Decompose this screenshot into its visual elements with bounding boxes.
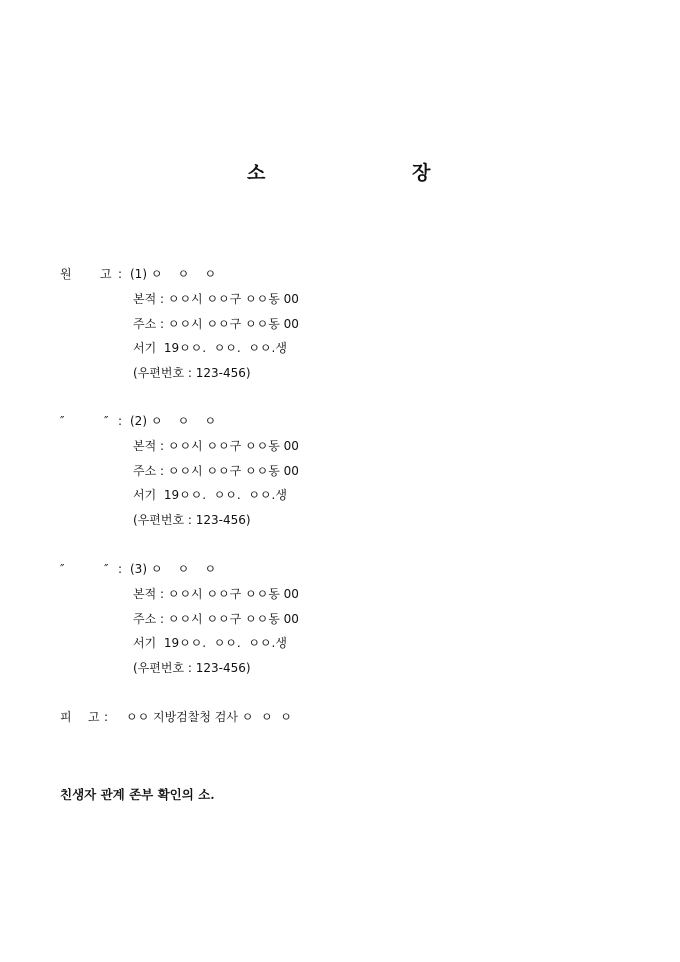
plaintiff-birth: 서기 19ㅇㅇ. ㅇㅇ. ㅇㅇ.생 <box>133 488 287 502</box>
plaintiff-colon: : <box>118 562 123 576</box>
plaintiff-label-a: ″ <box>60 414 65 428</box>
plaintiff-domicile: 본적 : ㅇㅇ시 ㅇㅇ구 ㅇㅇ동 00 <box>133 587 299 601</box>
title-char-so: 소 <box>247 162 266 184</box>
plaintiff-label-b: ″ <box>104 414 109 428</box>
plaintiff-address: 주소 : ㅇㅇ시 ㅇㅇ구 ㅇㅇ동 00 <box>133 464 299 478</box>
plaintiff-colon: : <box>118 267 123 281</box>
plaintiff-postal: (우편번호 : 123-456) <box>133 513 251 527</box>
plaintiff-address: 주소 : ㅇㅇ시 ㅇㅇ구 ㅇㅇ동 00 <box>133 317 299 331</box>
defendant-colon: : <box>104 710 109 724</box>
plaintiff-postal: (우편번호 : 123-456) <box>133 366 251 380</box>
plaintiff-address: 주소 : ㅇㅇ시 ㅇㅇ구 ㅇㅇ동 00 <box>133 612 299 626</box>
plaintiff-domicile: 본적 : ㅇㅇ시 ㅇㅇ구 ㅇㅇ동 00 <box>133 439 299 453</box>
plaintiff-name: (3) ㅇ ㅇ ㅇ <box>130 562 217 576</box>
plaintiff-name: (2) ㅇ ㅇ ㅇ <box>130 414 217 428</box>
plaintiff-label-a: ″ <box>60 562 65 576</box>
plaintiff-birth: 서기 19ㅇㅇ. ㅇㅇ. ㅇㅇ.생 <box>133 341 287 355</box>
plaintiff-domicile: 본적 : ㅇㅇ시 ㅇㅇ구 ㅇㅇ동 00 <box>133 292 299 306</box>
defendant-label-a: 피 <box>60 710 72 724</box>
document-title <box>0 158 680 182</box>
plaintiff-birth: 서기 19ㅇㅇ. ㅇㅇ. ㅇㅇ.생 <box>133 636 287 650</box>
title-char-jang: 장 <box>412 162 431 184</box>
plaintiff-label-a: 원 <box>60 267 72 281</box>
plaintiff-label-b: ″ <box>104 562 109 576</box>
plaintiff-postal: (우편번호 : 123-456) <box>133 661 251 675</box>
defendant-label-b: 고 <box>88 710 100 724</box>
plaintiff-name: (1) ㅇ ㅇ ㅇ <box>130 267 217 281</box>
plaintiff-label-b: 고 <box>100 267 112 281</box>
defendant-text: ㅇㅇ 지방검찰청 검사 ㅇ ㅇ ㅇ <box>126 710 292 724</box>
plaintiff-colon: : <box>118 414 123 428</box>
case-name: 친생자 관계 존부 확인의 소. <box>60 787 215 802</box>
